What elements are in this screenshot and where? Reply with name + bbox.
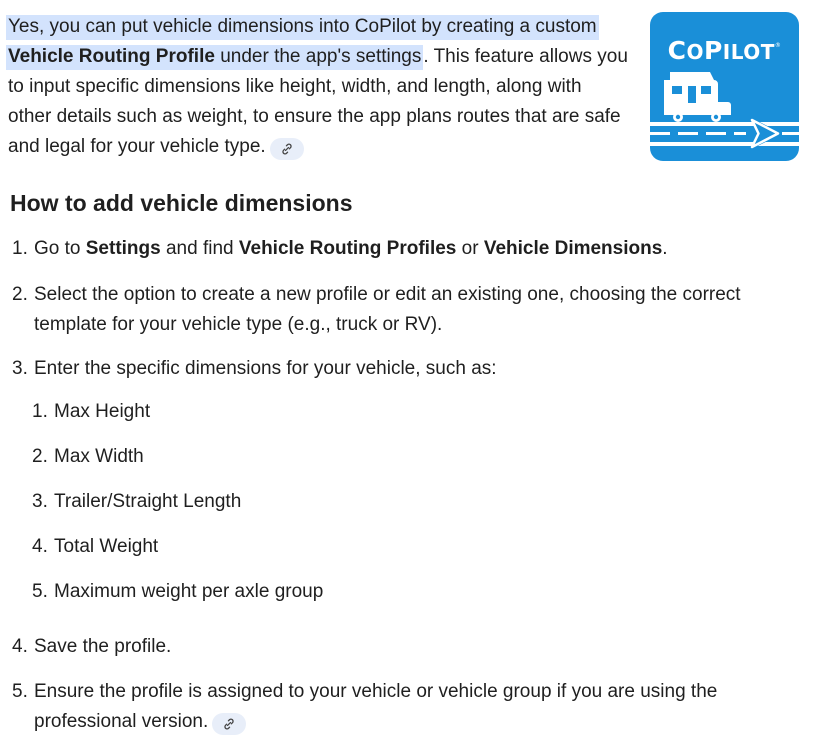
step-5: 5. Ensure the profile is assigned to your vehicle or vehicle group if you are using the professional version. (12, 677, 792, 737)
vehicle-routing-profile-term: Vehicle Routing Profile (8, 46, 215, 67)
source-link-chip[interactable] (270, 138, 304, 160)
sub-step-total-weight: 4. Total Weight (32, 536, 159, 557)
step-1: 1. Go to Settings and find Vehicle Routing Profiles or Vehicle Dimensions. (12, 238, 668, 259)
link-icon (280, 142, 294, 156)
sub-step-trailer-length: 3. Trailer/Straight Length (32, 491, 242, 512)
step-2: 2. Select the option to create a new profile or edit an existing one, choosing the correct template for your vehicle type (e.g., truck or RV). (12, 284, 741, 335)
section-heading: How to add vehicle dimensions (10, 190, 353, 216)
copilot-logo (650, 12, 799, 161)
sub-step-max-width: 2. Max Width (32, 446, 144, 467)
copilot-wordmark: COPILOT® (667, 36, 782, 65)
highlighted-text: Yes, you can put vehicle dimensions into CoPilot by creating a custom Vehicle Routing Profile under the app's settings (6, 15, 599, 70)
vehicle-routing-profiles-term: Vehicle Routing Profiles (238, 238, 457, 259)
intro-paragraph: Yes, you can put vehicle dimensions into CoPilot by creating a custom Vehicle Routing Profile under the app's settings . This feature allows you to input specific dimensions like height, width, and length, along with other details such as weight, to ensure the app plans routes that are safe and legal for your vehicle type. (8, 12, 628, 162)
vehicle-dimensions-term: Vehicle Dimensions (483, 238, 663, 259)
settings-term: Settings (85, 238, 161, 259)
step-3: 3. Enter the specific dimensions for your vehicle, such as: (12, 358, 497, 379)
link-icon (222, 717, 236, 731)
source-link-chip[interactable] (212, 713, 246, 735)
rv-route-icon (650, 12, 799, 161)
sub-step-axle-weight: 5. Maximum weight per axle group (32, 581, 324, 602)
step-4: 4. Save the profile. (12, 636, 172, 657)
sub-step-max-height: 1. Max Height (32, 401, 151, 422)
